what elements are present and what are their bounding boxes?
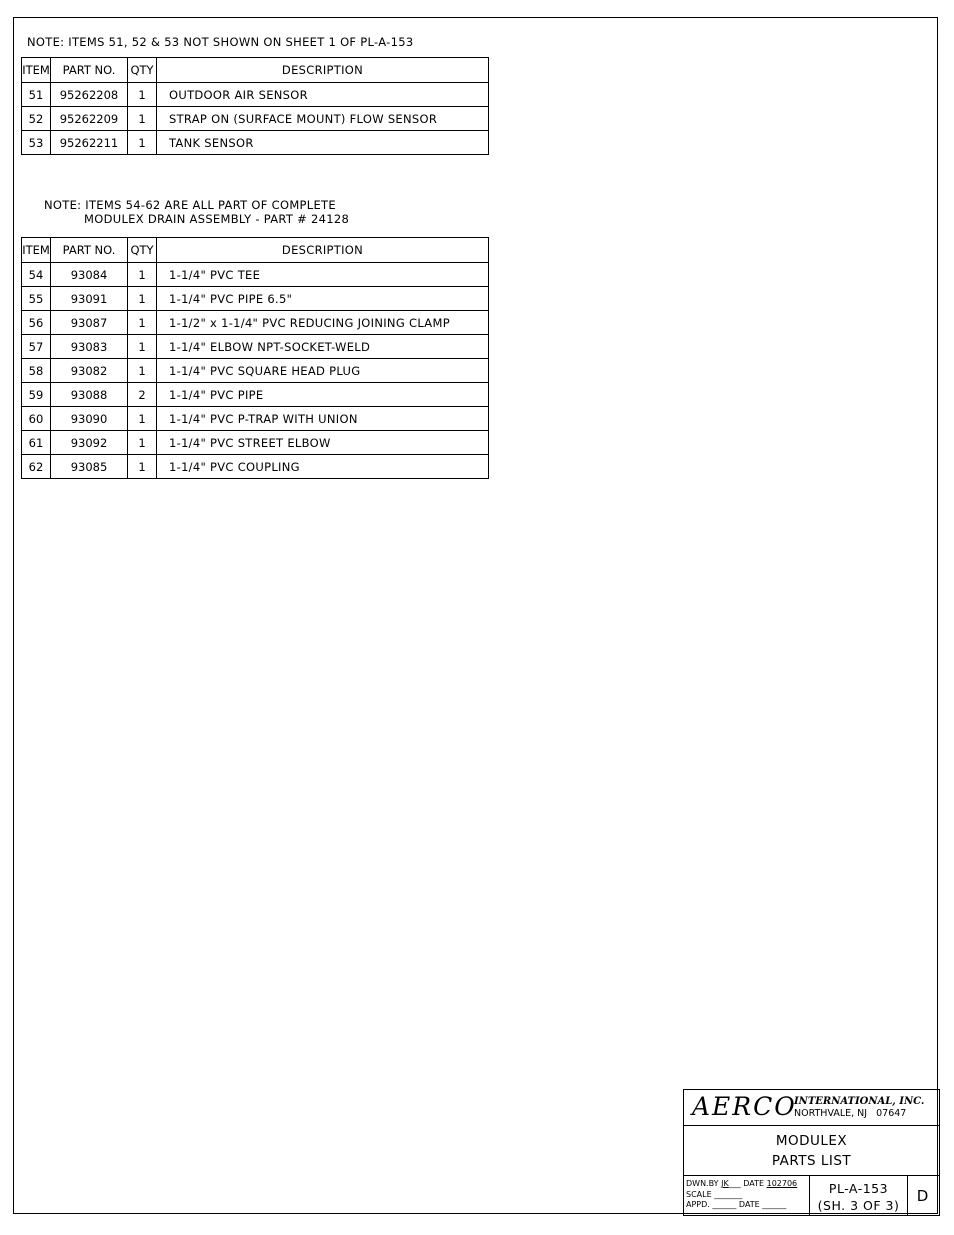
company-address: NORTHVALE, NJ 07647 xyxy=(794,1108,907,1119)
cell-description: STRAP ON (SURFACE MOUNT) FLOW SENSOR xyxy=(157,107,489,131)
drawn-by-label: DWN.BY xyxy=(686,1179,719,1188)
cell-part-no: 95262209 xyxy=(51,107,128,131)
header-item: ITEM xyxy=(22,238,51,263)
table-row xyxy=(22,263,489,287)
cell-qty: 1 xyxy=(128,131,157,155)
cell-part-no: 93090 xyxy=(51,407,128,431)
company-logo: AERCO xyxy=(692,1092,797,1121)
note-items-54-62-line1: NOTE: ITEMS 54-62 ARE ALL PART OF COMPLETE xyxy=(44,198,336,212)
cell-item: 62 xyxy=(22,455,51,479)
cell-description: 1-1/4" PVC P-TRAP WITH UNION xyxy=(157,407,489,431)
header-qty: QTY xyxy=(128,238,157,263)
table-row xyxy=(22,335,489,359)
appd-date-label: DATE xyxy=(738,1200,760,1209)
header-item: ITEM xyxy=(22,58,51,83)
header-description: DESCRIPTION xyxy=(157,58,489,83)
cell-item: 51 xyxy=(22,83,51,107)
company-name: INTERNATIONAL, INC. xyxy=(794,1096,925,1107)
cell-qty: 1 xyxy=(128,335,157,359)
cell-part-no: 93082 xyxy=(51,359,128,383)
table-row xyxy=(22,455,489,479)
cell-qty: 1 xyxy=(128,407,157,431)
cell-item: 60 xyxy=(22,407,51,431)
table-row xyxy=(22,407,489,431)
table-row xyxy=(22,107,489,131)
cell-part-no: 93085 xyxy=(51,455,128,479)
table-row xyxy=(22,431,489,455)
cell-description: 1-1/4" PVC PIPE xyxy=(157,383,489,407)
cell-qty: 1 xyxy=(128,359,157,383)
cell-item: 53 xyxy=(22,131,51,155)
cell-qty: 1 xyxy=(128,287,157,311)
cell-description: 1-1/4" PVC PIPE 6.5" xyxy=(157,287,489,311)
cell-item: 56 xyxy=(22,311,51,335)
cell-description: 1-1/4" ELBOW NPT-SOCKET-WELD xyxy=(157,335,489,359)
title-line-2: PARTS LIST xyxy=(771,1153,852,1169)
date-value: 102706 xyxy=(766,1179,798,1188)
cell-qty: 1 xyxy=(128,431,157,455)
cell-part-no: 93091 xyxy=(51,287,128,311)
cell-qty: 1 xyxy=(128,107,157,131)
header-qty: QTY xyxy=(128,58,157,83)
header-description: DESCRIPTION xyxy=(157,238,489,263)
cell-qty: 1 xyxy=(128,83,157,107)
cell-description: 1-1/4" PVC COUPLING xyxy=(157,455,489,479)
table-header-row xyxy=(22,238,489,263)
table-row xyxy=(22,287,489,311)
cell-item: 57 xyxy=(22,335,51,359)
date-label: DATE xyxy=(743,1179,765,1188)
scale-label: SCALE xyxy=(686,1189,712,1199)
drawing-sheet-border xyxy=(13,17,938,1214)
header-part-no: PART NO. xyxy=(51,58,128,83)
cell-part-no: 93092 xyxy=(51,431,128,455)
cell-description: 1-1/2" x 1-1/4" PVC REDUCING JOINING CLAMP xyxy=(157,311,489,335)
title-line-1: MODULEX xyxy=(775,1133,848,1149)
revision-letter: D xyxy=(916,1187,929,1205)
table-row xyxy=(22,83,489,107)
cell-qty: 1 xyxy=(128,311,157,335)
header-part-no: PART NO. xyxy=(51,238,128,263)
title-block-info-row xyxy=(684,1176,939,1216)
cell-qty: 1 xyxy=(128,455,157,479)
cell-part-no: 93087 xyxy=(51,311,128,335)
drawing-number-box xyxy=(809,1176,908,1216)
cell-item: 55 xyxy=(22,287,51,311)
cell-item: 58 xyxy=(22,359,51,383)
sheet-number: (SH. 3 OF 3) xyxy=(817,1198,900,1213)
cell-part-no: 93088 xyxy=(51,383,128,407)
signature-fields: DWN.BY JK___ DATE 102706 SCALE _______ APPD. ______ DATE ______ xyxy=(686,1179,798,1209)
parts-table-1 xyxy=(21,57,489,155)
table-row xyxy=(22,359,489,383)
cell-qty: 2 xyxy=(128,383,157,407)
cell-part-no: 95262211 xyxy=(51,131,128,155)
cell-description: 1-1/4" PVC TEE xyxy=(157,263,489,287)
cell-description: 1-1/4" PVC STREET ELBOW xyxy=(157,431,489,455)
table-row xyxy=(22,383,489,407)
cell-part-no: 93083 xyxy=(51,335,128,359)
cell-qty: 1 xyxy=(128,263,157,287)
drawn-by-value: JK xyxy=(721,1179,729,1188)
drawing-title xyxy=(684,1125,939,1176)
table-header-row xyxy=(22,58,489,83)
note-items-51-53: NOTE: ITEMS 51, 52 & 53 NOT SHOWN ON SHEET 1 OF PL-A-153 xyxy=(27,35,414,49)
appd-label: APPD. xyxy=(686,1200,710,1209)
cell-item: 59 xyxy=(22,383,51,407)
cell-description: 1-1/4" PVC SQUARE HEAD PLUG xyxy=(157,359,489,383)
parts-table-2 xyxy=(21,237,489,479)
table-row xyxy=(22,311,489,335)
note-items-54-62-line2: MODULEX DRAIN ASSEMBLY - PART # 24128 xyxy=(84,212,350,226)
cell-item: 52 xyxy=(22,107,51,131)
cell-description: OUTDOOR AIR SENSOR xyxy=(157,83,489,107)
drawing-number: PL-A-153 xyxy=(828,1181,889,1196)
cell-item: 54 xyxy=(22,263,51,287)
table-row xyxy=(22,131,489,155)
cell-description: TANK SENSOR xyxy=(157,131,489,155)
company-header xyxy=(684,1090,939,1126)
cell-part-no: 95262208 xyxy=(51,83,128,107)
cell-part-no: 93084 xyxy=(51,263,128,287)
title-block xyxy=(683,1089,940,1216)
cell-item: 61 xyxy=(22,431,51,455)
